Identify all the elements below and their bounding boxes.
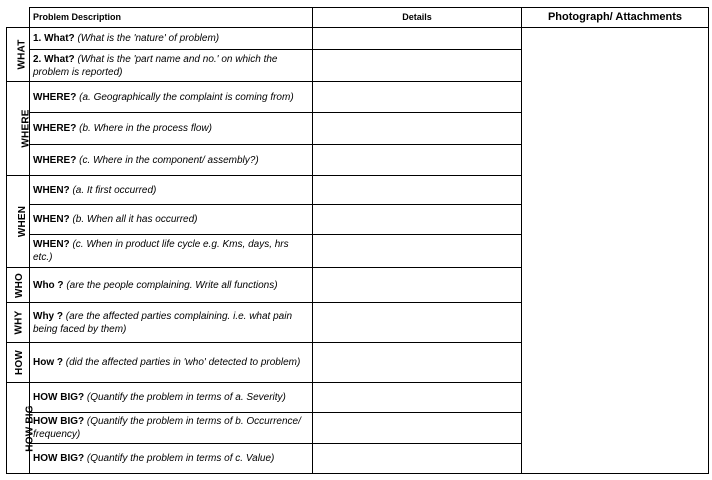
question-where-3: WHERE? (c. Where in the component/ assembly?): [30, 145, 313, 176]
header-problem-description: Problem Description: [30, 8, 313, 28]
question-who: Who ? (are the people complaining. Write all functions): [30, 268, 313, 303]
details-cell[interactable]: [313, 145, 522, 176]
category-where: WHERE: [7, 82, 30, 176]
problem-description-form: [6, 7, 709, 474]
header-corner: [7, 8, 30, 28]
details-cell[interactable]: [313, 383, 522, 413]
question-how-big-3: HOW BIG? (Quantify the problem in terms of c. Value): [30, 444, 313, 474]
details-cell[interactable]: [313, 50, 522, 82]
question-when-1: WHEN? (a. It first occurred): [30, 176, 313, 205]
details-cell[interactable]: [313, 205, 522, 235]
details-cell[interactable]: [313, 82, 522, 113]
details-cell[interactable]: [313, 303, 522, 343]
question-what-1: 1. What? (What is the 'nature' of problem): [30, 28, 313, 50]
question-why: Why ? (are the affected parties complaining. i.e. what pain being faced by them): [30, 303, 313, 343]
details-cell[interactable]: [313, 343, 522, 383]
question-when-3: WHEN? (c. When in product life cycle e.g. Kms, days, hrs etc.): [30, 235, 313, 268]
photograph-attachments-area[interactable]: [522, 28, 709, 474]
table-row: [7, 28, 709, 50]
question-where-2: WHERE? (b. Where in the process flow): [30, 113, 313, 145]
category-who: WHO: [7, 268, 30, 303]
header-details: Details: [313, 8, 522, 28]
category-how-big: HOW BIG: [7, 383, 30, 474]
question-when-2: WHEN? (b. When all it has occurred): [30, 205, 313, 235]
details-cell[interactable]: [313, 268, 522, 303]
header-row: [7, 8, 709, 28]
details-cell[interactable]: [313, 176, 522, 205]
question-how: How ? (did the affected parties in 'who' detected to problem): [30, 343, 313, 383]
category-how: HOW: [7, 343, 30, 383]
category-when: WHEN: [7, 176, 30, 268]
details-cell[interactable]: [313, 235, 522, 268]
header-photograph-attachments: Photograph/ Attachments: [522, 8, 709, 28]
category-what: WHAT: [7, 28, 30, 82]
details-cell[interactable]: [313, 444, 522, 474]
question-how-big-2: HOW BIG? (Quantify the problem in terms of b. Occurrence/ frequency): [30, 413, 313, 444]
details-cell[interactable]: [313, 413, 522, 444]
question-where-1: WHERE? (a. Geographically the complaint is coming from): [30, 82, 313, 113]
details-cell[interactable]: [313, 28, 522, 50]
category-why: WHY: [7, 303, 30, 343]
details-cell[interactable]: [313, 113, 522, 145]
question-what-2: 2. What? (What is the 'part name and no.' on which the problem is reported): [30, 50, 313, 82]
question-how-big-1: HOW BIG? (Quantify the problem in terms of a. Severity): [30, 383, 313, 413]
